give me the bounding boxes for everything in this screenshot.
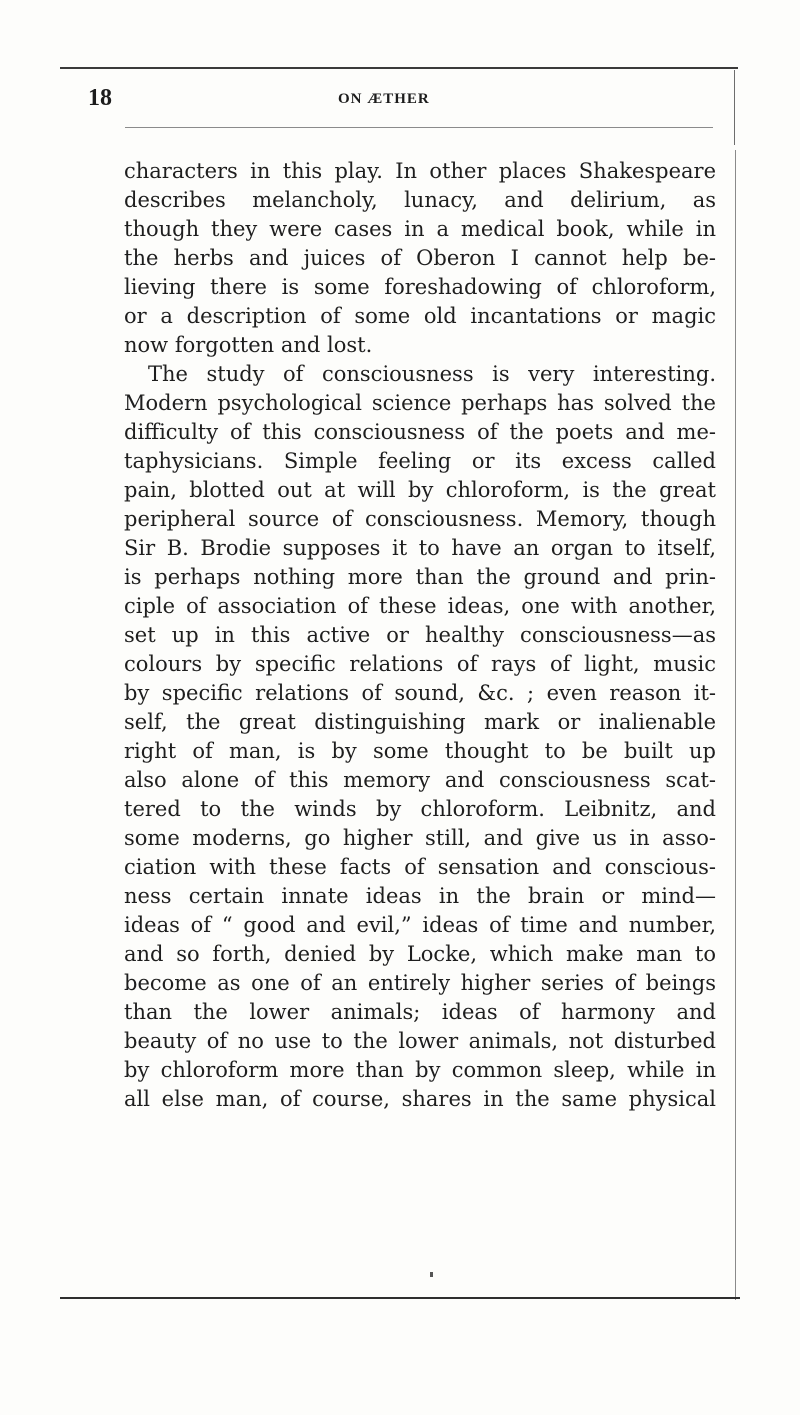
text-line: difficulty of this consciousness of the poets and me- <box>124 420 716 444</box>
text-line: some moderns, go higher still, and give us in asso- <box>124 826 716 850</box>
header-rule <box>125 127 713 128</box>
text-line: pain, blotted out at will by chloroform, is the great <box>124 478 716 502</box>
text-line: though they were cases in a medical book, while in <box>124 217 716 241</box>
page-header <box>88 85 728 115</box>
text-line: is perhaps nothing more than the ground and prin- <box>124 565 716 589</box>
text-line: colours by specific relations of rays of light, music <box>124 652 716 676</box>
right-border-rule <box>735 150 736 1300</box>
bottom-border-rule <box>60 1297 740 1299</box>
text-line: than the lower animals; ideas of harmony and <box>124 1000 716 1024</box>
top-border-rule <box>60 67 738 69</box>
text-line: by specific relations of sound, &c. ; even reason it- <box>124 681 716 705</box>
text-line: describes melancholy, lunacy, and delirium, as <box>124 188 716 212</box>
text-line: also alone of this memory and consciousness scat- <box>124 768 716 792</box>
text-line: taphysicians. Simple feeling or its excess called <box>124 449 716 473</box>
text-line: all else man, of course, shares in the same physical <box>124 1087 716 1111</box>
top-right-border-rule <box>734 70 735 145</box>
ink-speck <box>430 1272 433 1277</box>
text-line: tered to the winds by chloroform. Leibnitz, and <box>124 797 716 821</box>
body-text <box>124 157 716 1114</box>
running-head: ON ÆTHER <box>338 91 430 107</box>
text-line: become as one of an entirely higher series of beings <box>124 971 716 995</box>
text-line: lieving there is some foreshadowing of chloroform, <box>124 275 716 299</box>
text-line: now forgotten and lost. <box>124 333 373 357</box>
text-line: ideas of “ good and evil,” ideas of time and number, <box>124 913 716 937</box>
text-line: characters in this play. In other places Shakespeare <box>124 159 716 183</box>
text-line: peripheral source of consciousness. Memory, though <box>124 507 716 531</box>
text-line: beauty of no use to the lower animals, not disturbed <box>124 1029 716 1053</box>
text-line: ciation with these facts of sensation and conscious- <box>124 855 716 879</box>
text-line: right of man, is by some thought to be built up <box>124 739 716 763</box>
page-number: 18 <box>88 85 112 111</box>
text-line: set up in this active or healthy consciousness—as <box>124 623 716 647</box>
text-line: and so forth, denied by Locke, which make man to <box>124 942 716 966</box>
text-line: by chloroform more than by common sleep, while in <box>124 1058 716 1082</box>
text-line: Modern psychological science perhaps has solved the <box>124 391 716 415</box>
text-line: the herbs and juices of Oberon I cannot help be- <box>124 246 716 270</box>
text-line: Sir B. Brodie supposes it to have an organ to itself, <box>124 536 716 560</box>
text-line: self, the great distinguishing mark or inalienable <box>124 710 716 734</box>
text-line: ness certain innate ideas in the brain or mind— <box>124 884 716 908</box>
text-line: or a description of some old incantations or magic <box>124 304 716 328</box>
paragraph-first-line: The study of consciousness is very interesting. <box>148 362 716 386</box>
text-line: ciple of association of these ideas, one with another, <box>124 594 716 618</box>
